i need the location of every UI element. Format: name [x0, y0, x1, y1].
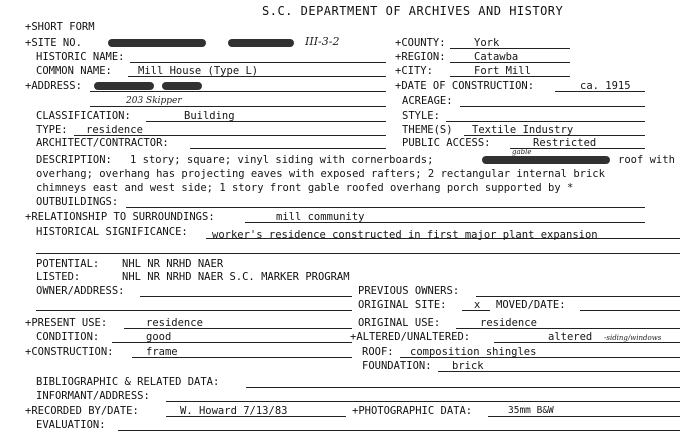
- evaluation-label: EVALUATION:: [36, 419, 106, 431]
- description-line-1-end: roof with: [618, 154, 675, 166]
- listed-label: LISTED:: [36, 271, 81, 283]
- evaluation-line: [118, 430, 680, 431]
- address-line-2: [90, 106, 386, 107]
- county-label: +COUNTY:: [395, 37, 446, 49]
- redaction-mark: [108, 39, 206, 47]
- construction-value: frame: [146, 346, 178, 358]
- city-value: Fort Mill: [474, 65, 531, 77]
- present-use-label: +PRESENT USE:: [25, 317, 108, 329]
- type-value: residence: [86, 124, 143, 136]
- redaction-mark: [228, 39, 294, 47]
- potential-label: POTENTIAL:: [36, 258, 100, 270]
- common-name-label: COMMON NAME:: [36, 65, 112, 77]
- altered-hand: -siding/windows: [604, 334, 662, 342]
- potential-options: NHL NR NRHD NAER: [122, 258, 224, 270]
- architect-line: [190, 148, 386, 149]
- redaction-mark: [162, 82, 202, 90]
- address-label: +ADDRESS:: [25, 80, 82, 92]
- classification-value: Building: [184, 110, 235, 122]
- foundation-label: FOUNDATION:: [362, 360, 432, 372]
- common-name-value: Mill House (Type L): [138, 65, 259, 77]
- owner-line: [140, 296, 352, 297]
- historic-name-label: HISTORIC NAME:: [36, 51, 125, 63]
- architect-label: ARCHITECT/CONTRACTOR:: [36, 137, 169, 149]
- page-title: S.C. DEPARTMENT OF ARCHIVES AND HISTORY: [262, 4, 564, 18]
- description-line-3: chimneys east and west side; 1 story front gable roofed overhang porch supported by *: [36, 182, 574, 194]
- style-line: [446, 121, 645, 122]
- redaction-mark: [94, 82, 154, 90]
- description-line-2: overhang; overhang has projecting eaves with exposed rafters; 2 rectangular internal brick: [36, 168, 605, 180]
- description-label: DESCRIPTION:: [36, 154, 112, 166]
- site-no-value: III-3-2: [305, 35, 340, 48]
- style-label: STYLE:: [402, 110, 440, 122]
- type-label: TYPE:: [36, 124, 68, 136]
- altered-value: altered: [548, 331, 593, 343]
- roof-value: composition shingles: [410, 346, 537, 358]
- theme-value: Textile Industry: [472, 124, 574, 136]
- construction-label: +CONSTRUCTION:: [25, 346, 114, 358]
- original-site-label: ORIGINAL SITE:: [358, 299, 447, 311]
- owner-line-2: [36, 310, 352, 311]
- description-line-1: 1 story; square; vinyl siding with cornerboards;: [130, 154, 434, 166]
- previous-owners-label: PREVIOUS OWNERS:: [358, 285, 460, 297]
- redaction-mark: [482, 156, 610, 164]
- historical-significance-label: HISTORICAL SIGNIFICANCE:: [36, 226, 188, 238]
- relationship-label: +RELATIONSHIP TO SURROUNDINGS:: [25, 211, 215, 223]
- original-use-value: residence: [480, 317, 537, 329]
- present-use-value: residence: [146, 317, 203, 329]
- description-hand: gable: [512, 148, 532, 156]
- short-form-label: +SHORT FORM: [25, 21, 95, 33]
- photographic-data-value: 35mm B&W: [508, 405, 554, 416]
- classification-label: CLASSIFICATION:: [36, 110, 131, 122]
- address-line: [90, 91, 386, 92]
- owner-label: OWNER/ADDRESS:: [36, 285, 125, 297]
- original-site-value: x: [474, 299, 481, 311]
- county-line: [450, 48, 570, 49]
- listed-options: NHL NR NRHD NAER S.C. MARKER PROGRAM: [122, 271, 350, 283]
- theme-label: THEME(S): [402, 124, 453, 136]
- county-value: York: [474, 37, 500, 49]
- relationship-value: mill community: [276, 211, 365, 223]
- altered-label: +ALTERED/UNALTERED:: [350, 331, 471, 343]
- moved-line: [580, 310, 680, 311]
- historic-name-line: [130, 62, 386, 63]
- informant-line: [166, 401, 680, 402]
- historical-significance-value: worker's residence constructed in first major plant expansion: [212, 229, 598, 241]
- city-label: +CITY:: [395, 65, 433, 77]
- date-construction-value: ca. 1915: [580, 80, 631, 92]
- condition-value: good: [146, 331, 172, 343]
- acreage-label: ACREAGE:: [402, 95, 453, 107]
- date-construction-label: +DATE OF CONSTRUCTION:: [395, 80, 535, 92]
- previous-owners-line: [476, 296, 680, 297]
- region-value: Catawba: [474, 51, 519, 63]
- photographic-data-label: +PHOTOGRAPHIC DATA:: [352, 405, 473, 417]
- site-no-label: +SITE NO.: [25, 37, 82, 49]
- bibliographic-line: [246, 387, 680, 388]
- original-use-label: ORIGINAL USE:: [358, 317, 441, 329]
- roof-label: ROOF:: [362, 346, 394, 358]
- address-hand: 203 Skipper: [126, 96, 182, 106]
- moved-label: MOVED/DATE:: [496, 299, 566, 311]
- region-label: +REGION:: [395, 51, 446, 63]
- recorded-by-label: +RECORDED BY/DATE:: [25, 405, 139, 417]
- public-access-value: Restricted: [533, 137, 597, 149]
- foundation-value: brick: [452, 360, 484, 372]
- outbuildings-label: OUTBUILDINGS:: [36, 196, 119, 208]
- condition-label: CONDITION:: [36, 331, 100, 343]
- bibliographic-label: BIBLIOGRAPHIC & RELATED DATA:: [36, 376, 220, 388]
- informant-label: INFORMANT/ADDRESS:: [36, 390, 150, 402]
- acreage-line: [460, 106, 645, 107]
- historical-significance-line-2: [36, 253, 680, 254]
- classification-line: [146, 121, 386, 122]
- public-access-label: PUBLIC ACCESS:: [402, 137, 491, 149]
- outbuildings-line: [126, 207, 645, 208]
- recorded-by-value: W. Howard 7/13/83: [180, 405, 288, 417]
